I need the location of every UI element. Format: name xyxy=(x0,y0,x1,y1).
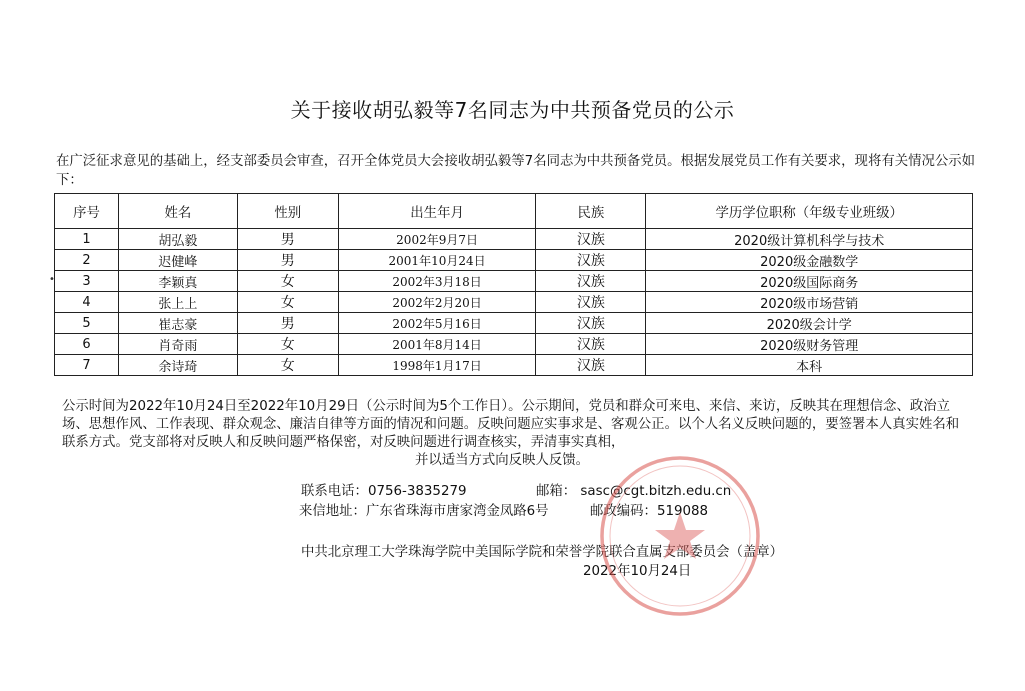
header-ethnicity: 民族 xyxy=(536,194,646,229)
row-education: 本科 xyxy=(646,355,973,376)
table-row xyxy=(55,355,973,376)
row-name: 张上上 xyxy=(118,292,237,313)
table-row xyxy=(55,334,973,355)
scan-dot-mark: • xyxy=(49,274,55,285)
contact-postcode: 邮政编码：519088 xyxy=(590,504,709,519)
row-education: 2020级财务管理 xyxy=(646,334,973,355)
header-index: 序号 xyxy=(55,194,119,229)
row-birthdate: 2002年5月16日 xyxy=(338,313,536,334)
table-row xyxy=(55,250,973,271)
row-gender: 女 xyxy=(237,334,338,355)
contact-phone: 联系电话：0756-3835279 xyxy=(301,484,467,499)
header-gender: 性别 xyxy=(237,194,338,229)
row-index: 7 xyxy=(55,355,119,376)
header-name: 姓名 xyxy=(118,194,237,229)
notice-body: 公示时间为2022年10月24日至2022年10月29日（公示时间为5个工作日）。公示期间，党员和群众可来电、来信、来访，反映其在理想信念、政治立场、思想作风、工作表现、群众观念、廉洁自律等方面的情况和问题。反映问题应实事求是、客观公正。以个人名义反映问题的，要签署本人真实姓名和联系方式。党支部将对反映人和反映问题严格保密，对反映问题进行调查核实，弄清事实真相， xyxy=(62,399,960,450)
row-index: 1 xyxy=(55,229,119,250)
row-birthdate: 2001年8月14日 xyxy=(338,334,536,355)
row-name: 迟健峰 xyxy=(118,250,237,271)
header-birthdate: 出生年月 xyxy=(338,194,536,229)
row-gender: 男 xyxy=(237,250,338,271)
row-name: 余诗琦 xyxy=(118,355,237,376)
row-name: 胡弘毅 xyxy=(118,229,237,250)
table-row xyxy=(55,271,973,292)
candidate-table xyxy=(54,193,973,376)
row-education: 2020级金融数学 xyxy=(646,250,973,271)
row-education: 2020级市场营销 xyxy=(646,292,973,313)
contact-email: 邮箱： sasc@cgt.bitzh.edu.cn xyxy=(536,484,732,499)
issuing-organization: 中共北京理工大学珠海学院中美国际学院和荣誉学院联合直属支部委员会（盖章） xyxy=(301,545,784,560)
row-index: 3 xyxy=(55,271,119,292)
row-name: 肖奇雨 xyxy=(118,334,237,355)
row-birthdate: 2002年3月18日 xyxy=(338,271,536,292)
row-ethnicity: 汉族 xyxy=(536,250,646,271)
contact-address: 来信地址：广东省珠海市唐家湾金凤路6号 xyxy=(299,504,549,519)
document-title: 关于接收胡弘毅等7名同志为中共预备党员的公示 xyxy=(290,98,735,122)
row-ethnicity: 汉族 xyxy=(536,355,646,376)
row-education: 2020级会计学 xyxy=(646,313,973,334)
row-education: 2020级计算机科学与技术 xyxy=(646,229,973,250)
notice-paragraph xyxy=(62,398,972,470)
row-index: 5 xyxy=(55,313,119,334)
official-seal-stamp xyxy=(596,452,764,620)
header-education: 学历学位职称（年级专业班级） xyxy=(646,194,973,229)
intro-paragraph: 在广泛征求意见的基础上，经支部委员会审查，召开全体党员大会接收胡弘毅等7名同志为中共预备党员。根据发展党员工作有关要求，现将有关情况公示如下： xyxy=(56,154,976,188)
row-birthdate: 2002年9月7日 xyxy=(338,229,536,250)
issue-date: 2022年10月24日 xyxy=(583,564,692,579)
row-ethnicity: 汉族 xyxy=(536,271,646,292)
row-ethnicity: 汉族 xyxy=(536,229,646,250)
table-row xyxy=(55,292,973,313)
row-gender: 男 xyxy=(237,313,338,334)
table-header-row xyxy=(55,194,973,229)
row-gender: 女 xyxy=(237,271,338,292)
row-index: 4 xyxy=(55,292,119,313)
row-ethnicity: 汉族 xyxy=(536,313,646,334)
row-birthdate: 2002年2月20日 xyxy=(338,292,536,313)
row-name: 李颖真 xyxy=(118,271,237,292)
row-name: 崔志豪 xyxy=(118,313,237,334)
row-birthdate: 1998年1月17日 xyxy=(338,355,536,376)
table-row xyxy=(55,229,973,250)
row-index: 6 xyxy=(55,334,119,355)
row-education: 2020级国际商务 xyxy=(646,271,973,292)
table-row xyxy=(55,313,973,334)
row-ethnicity: 汉族 xyxy=(536,292,646,313)
row-ethnicity: 汉族 xyxy=(536,334,646,355)
row-birthdate: 2001年10月24日 xyxy=(338,250,536,271)
row-gender: 女 xyxy=(237,292,338,313)
row-gender: 女 xyxy=(237,355,338,376)
notice-last-line: 并以适当方式向反映人反馈。 xyxy=(414,453,590,468)
row-gender: 男 xyxy=(237,229,338,250)
row-index: 2 xyxy=(55,250,119,271)
